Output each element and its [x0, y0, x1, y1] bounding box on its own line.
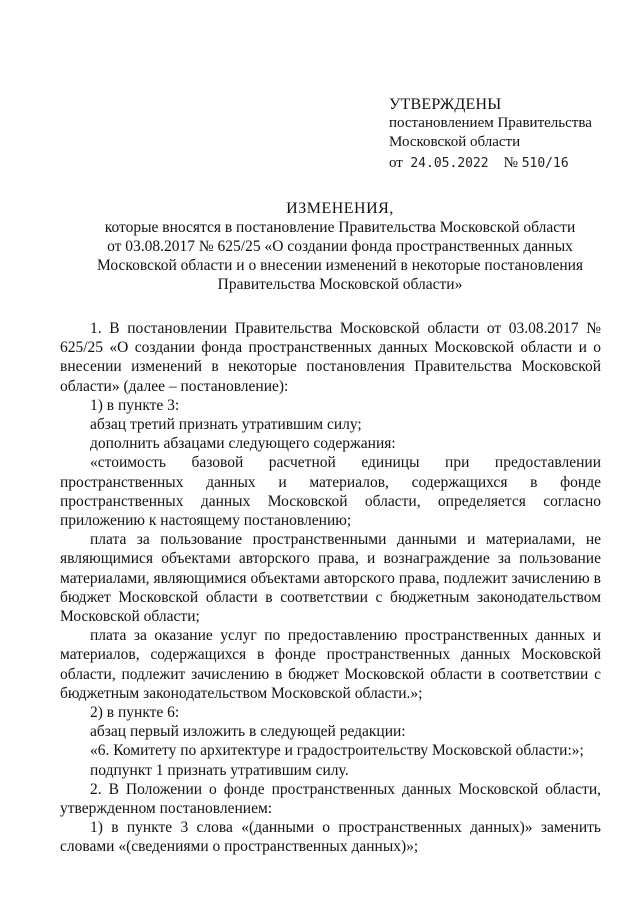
- title-line-3: Московской области и о внесении изменений в некоторые постановления: [96, 257, 584, 274]
- title-line-2: от 03.08.2017 № 625/25 «О создании фонда пространственных данных: [107, 238, 573, 255]
- paragraph-13: 1) в пункте 3 слова «(данными о пространственных данных)» заменить словами «(сведениями о пространственных данных)»;: [60, 819, 601, 856]
- number-prefix: №: [503, 155, 518, 171]
- approval-line-2: Московской области: [389, 134, 521, 150]
- paragraph-6: плата за пользование пространственными данными и материалами, не являющимися объектами авторского права, и вознаграждение за пользование материалами, являющимися объектами авторского права, подлежит зачислению в бюджет Московской области в соответствии с бюджетным законодательством Московской области;: [60, 531, 601, 626]
- paragraph-5: «стоимость базовой расчетной единицы при предоставлении пространственных данных и материалов, содержащихся в фонде пространственных данных Московской области, определяется согласно приложению к настоящему постановлению;: [60, 454, 601, 530]
- approval-number: 510/16: [521, 156, 569, 171]
- paragraph-7: плата за оказание услуг по предоставлению пространственных данных и материалов, содержащихся в фонде пространственных данных Московской области, подлежит зачислению в бюджет Московской области в соответствии с бюджетным законодательством Московской области.»;: [60, 627, 601, 702]
- document-body: [60, 319, 601, 857]
- approval-heading: УТВЕРЖДЕНЫ: [389, 96, 502, 113]
- approval-date-line: [389, 154, 592, 173]
- approval-line-1: постановлением Правительства: [389, 115, 592, 131]
- title-line-4: Правительства Московской области»: [217, 276, 463, 293]
- paragraph-12: 2. В Положении о фонде пространственных данных Московской области, утвержденном постановлением:: [60, 780, 601, 818]
- paragraph-10: «6. Комитету по архитектуре и градостроительству Московской области:»;: [90, 742, 584, 760]
- document-title: [60, 199, 620, 294]
- paragraph-8: 2) в пункте 6:: [90, 704, 180, 722]
- paragraph-3: абзац третий признать утратившим силу;: [90, 416, 362, 434]
- date-prefix: от: [389, 155, 403, 171]
- paragraph-2: 1) в пункте 3:: [90, 396, 180, 414]
- paragraph-11: подпункт 1 признать утратившим силу.: [90, 761, 349, 779]
- paragraph-1: 1. В постановлении Правительства Московской области от 03.08.2017 № 625/25 «О создании фонда пространственных данных Московской области и о внесении изменений в некоторые постановления Правительства Московской области» (далее – постановление):: [60, 320, 601, 395]
- approval-stamp: [389, 95, 592, 173]
- title-line-1: которые вносятся в постановление Правительства Московской области: [104, 219, 576, 236]
- title-heading: ИЗМЕНЕНИЯ,: [286, 200, 394, 217]
- paragraph-9: абзац первый изложить в следующей редакции:: [90, 723, 406, 741]
- approval-date: 24.05.2022: [410, 156, 489, 171]
- paragraph-4: дополнить абзацами следующего содержания:: [90, 435, 396, 453]
